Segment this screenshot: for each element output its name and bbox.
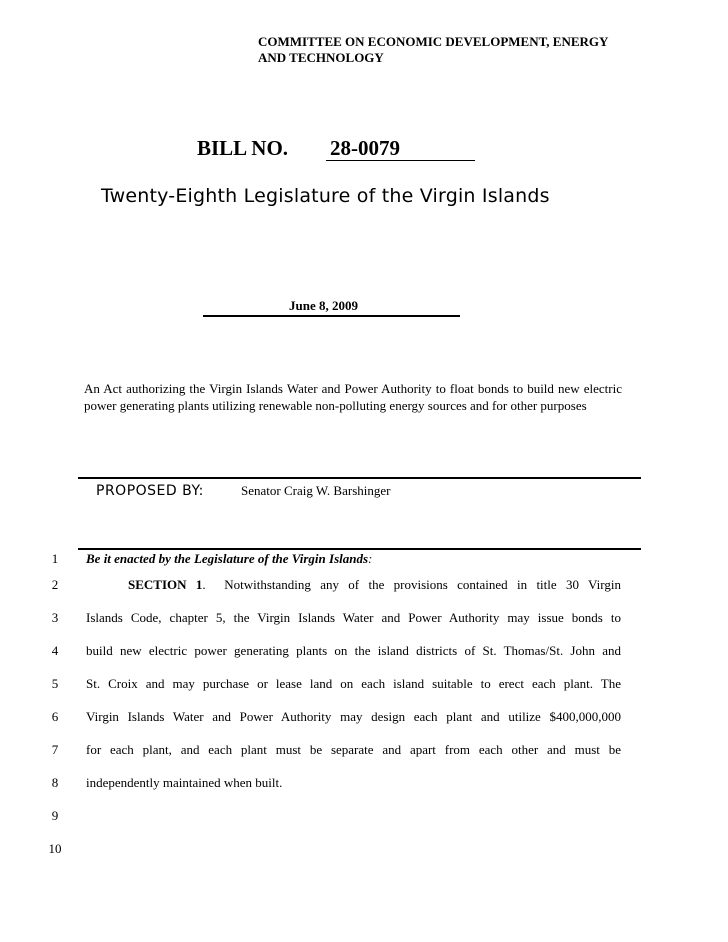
line-number: 8 xyxy=(51,775,59,790)
section-label: SECTION 1 xyxy=(128,577,203,592)
proposed-by-label: PROPOSED BY: xyxy=(96,483,204,499)
proposed-top-rule xyxy=(78,477,641,479)
line-number: 10 xyxy=(48,841,62,856)
line-number: 6 xyxy=(51,709,59,724)
body-line-8: independently maintained when built. xyxy=(86,775,283,790)
line-number: 5 xyxy=(51,676,59,691)
act-title: An Act authorizing the Virgin Islands Water and Power Authority to float bonds to build new electric power generating plants utilizing renewable non-polluting energy sources and for other purposes xyxy=(84,381,622,413)
bill-label: BILL NO. xyxy=(197,136,289,160)
committee-line-2: AND TECHNOLOGY xyxy=(258,50,384,65)
body-line-7: for each plant, and each plant must be separate and apart from each other and must be xyxy=(86,742,621,757)
bill-number: 28-0079 xyxy=(330,136,400,160)
line-number: 7 xyxy=(51,742,59,757)
proposed-bottom-rule xyxy=(78,548,641,550)
line-number: 3 xyxy=(51,610,59,625)
line-number: 1 xyxy=(51,551,59,566)
body-line-2-text: Notwithstanding any of the provisions contained in title 30 Virgin xyxy=(224,577,621,592)
bill-number-underline xyxy=(326,160,475,161)
line-number: 9 xyxy=(51,808,59,823)
line-number: 4 xyxy=(51,643,59,658)
legislature-title: Twenty-Eighth Legislature of the Virgin Islands xyxy=(101,185,550,207)
date-underline xyxy=(203,315,460,317)
body-line-2 xyxy=(86,577,621,593)
committee-heading xyxy=(258,34,678,66)
body-line-4: build new electric power generating plants on the island districts of St. Thomas/St. John and xyxy=(86,643,621,658)
sponsor-name: Senator Craig W. Barshinger xyxy=(241,483,391,498)
body-line-6: Virgin Islands Water and Power Authority may design each plant and utilize $400,000,000 xyxy=(86,709,621,724)
enacting-clause xyxy=(86,551,621,567)
body-line-3: Islands Code, chapter 5, the Virgin Islands Water and Power Authority may issue bonds to xyxy=(86,610,621,625)
enacting-clause-colon: : xyxy=(368,551,373,566)
committee-line-1: COMMITTEE ON ECONOMIC DEVELOPMENT, ENERGY xyxy=(258,34,609,49)
section-period: . xyxy=(202,577,206,592)
body-line-5: St. Croix and may purchase or lease land on each island suitable to erect each plant. The xyxy=(86,676,621,691)
bill-date: June 8, 2009 xyxy=(289,298,358,313)
enacting-clause-text: Be it enacted by the Legislature of the Virgin Islands xyxy=(86,551,369,566)
line-number: 2 xyxy=(51,577,59,592)
